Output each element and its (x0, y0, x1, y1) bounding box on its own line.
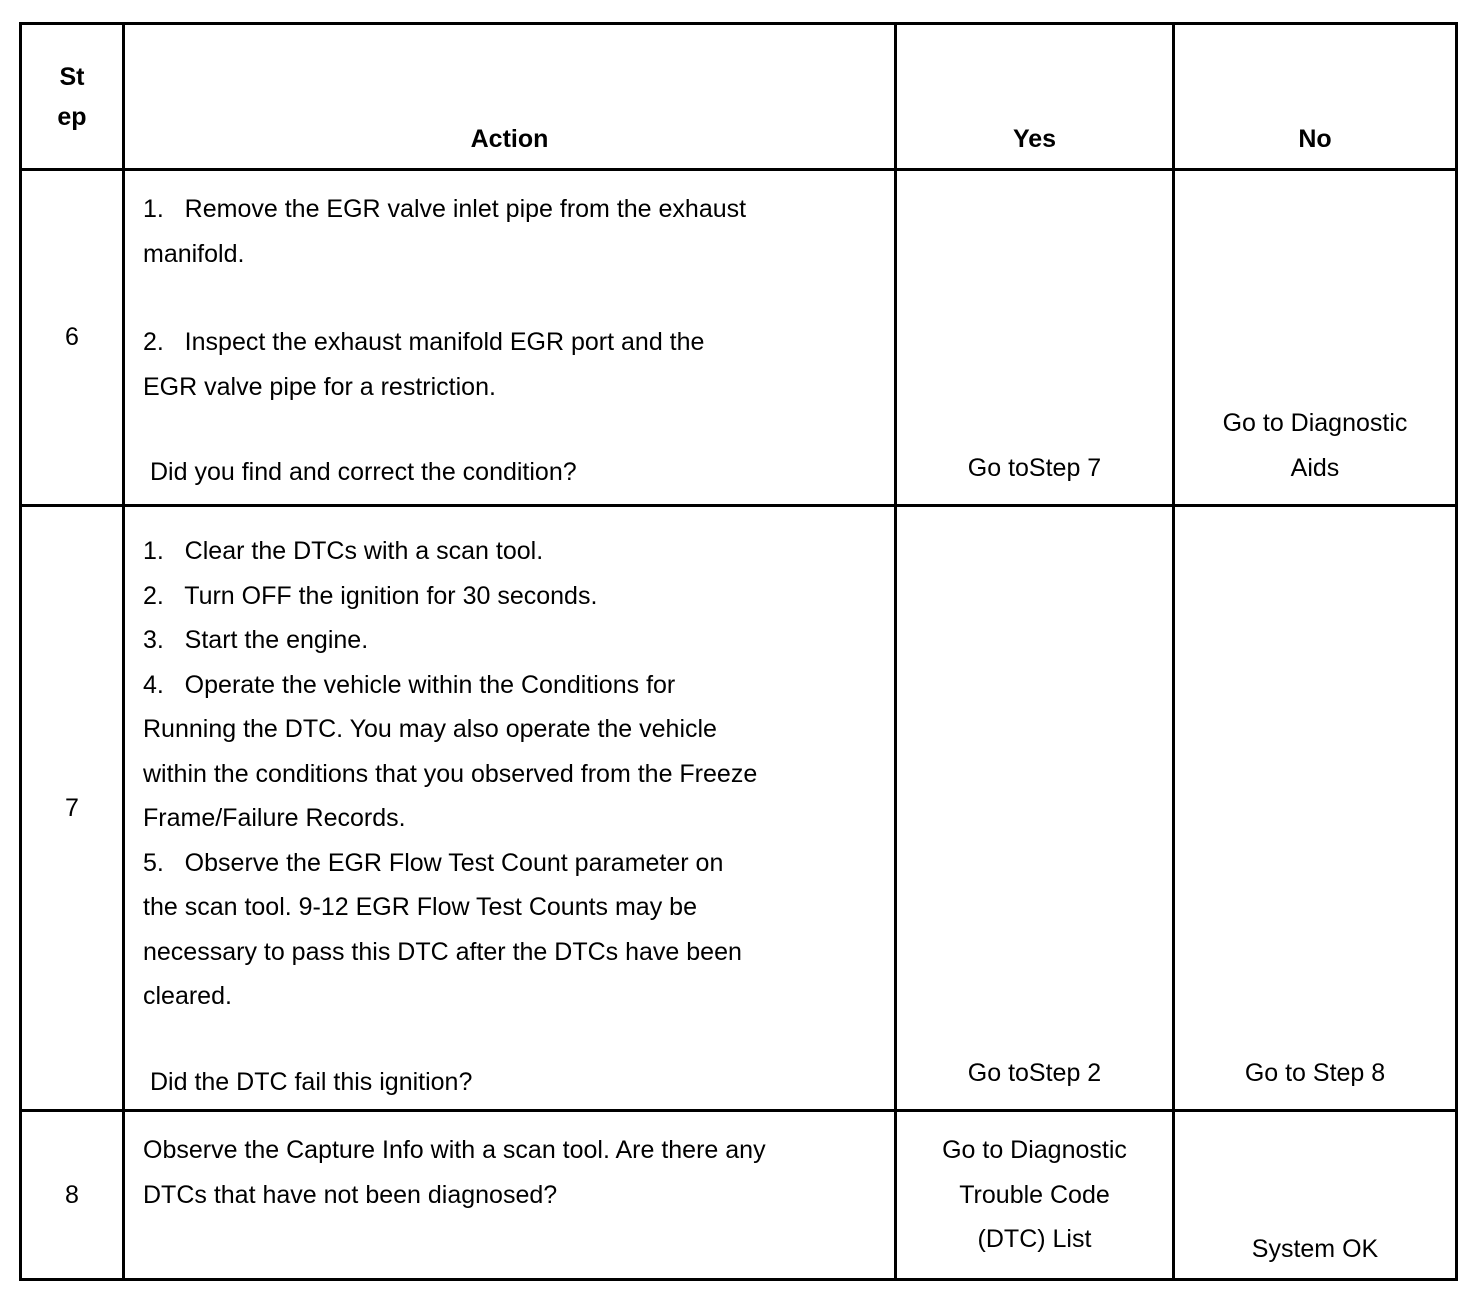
yes-answer-text: Go toStep 2 (967, 1058, 1102, 1087)
no-answer (1174, 506, 1457, 1111)
action-line: Observe the Capture Info with a scan tool. Are there any (143, 1136, 766, 1164)
action-line: 2. Turn OFF the ignition for 30 seconds. (143, 581, 598, 610)
action-line: within the conditions that you observed from the Freeze (143, 759, 758, 788)
step-header-line2: ep (57, 102, 87, 131)
no-answer-line: Aids (1290, 453, 1340, 482)
action-cell (124, 1111, 896, 1280)
action-line: EGR valve pipe for a restriction. (143, 372, 496, 401)
no-answer-text: System OK (1251, 1235, 1379, 1263)
question: Did the DTC fail this ignition? (150, 1067, 473, 1096)
action-line: 3. Start the engine. (143, 626, 369, 654)
yes-answer-text: Go toStep 7 (967, 453, 1102, 482)
no-answer (1174, 1111, 1457, 1280)
yes-answer-line: Trouble Code (959, 1180, 1110, 1209)
action-line: manifold. (143, 239, 245, 268)
step-number: 6 (21, 170, 124, 506)
step-number: 8 (21, 1111, 124, 1280)
table-row-step-6 (21, 170, 1457, 506)
step-header-line1: St (59, 62, 85, 91)
table-row-step-8 (21, 1111, 1457, 1280)
action-line: cleared. (143, 982, 232, 1010)
action-line: 2. Inspect the exhaust manifold EGR port and the (143, 328, 705, 356)
yes-answer-line: Go to Diagnostic (942, 1136, 1127, 1164)
action-line: 4. Operate the vehicle within the Conditions for (143, 670, 676, 699)
action-line: 1. Remove the EGR valve inlet pipe from the exhaust (143, 195, 747, 223)
yes-answer (896, 170, 1174, 506)
action-line: Running the DTC. You may also operate the vehicle (143, 715, 717, 743)
step-header (21, 24, 124, 170)
no-answer-text: Go to Step 8 (1244, 1058, 1386, 1087)
no-answer-line: Go to Diagnostic (1222, 409, 1408, 437)
diagnostic-table (19, 22, 1458, 1281)
action-line: 5. Observe the EGR Flow Test Count parameter on (143, 848, 724, 877)
action-line: DTCs that have not been diagnosed? (143, 1180, 558, 1209)
action-line: Frame/Failure Records. (143, 804, 406, 832)
yes-answer (896, 506, 1174, 1111)
action-line: necessary to pass this DTC after the DTCs have been (143, 937, 742, 966)
yes-answer-line: (DTC) List (977, 1225, 1092, 1253)
header-row (21, 24, 1457, 170)
question: Did you find and correct the condition? (150, 458, 577, 486)
step-number: 7 (21, 506, 124, 1111)
no-answer (1174, 170, 1457, 506)
action-line: 1. Clear the DTCs with a scan tool. (143, 537, 544, 565)
yes-answer (896, 1111, 1174, 1280)
yes-header: Yes (896, 24, 1174, 170)
action-header: Action (124, 24, 896, 170)
action-line: the scan tool. 9-12 EGR Flow Test Counts may be (143, 893, 697, 921)
action-cell (124, 170, 896, 506)
table-row-step-7 (21, 506, 1457, 1111)
no-header: No (1174, 24, 1457, 170)
action-cell (124, 506, 896, 1111)
